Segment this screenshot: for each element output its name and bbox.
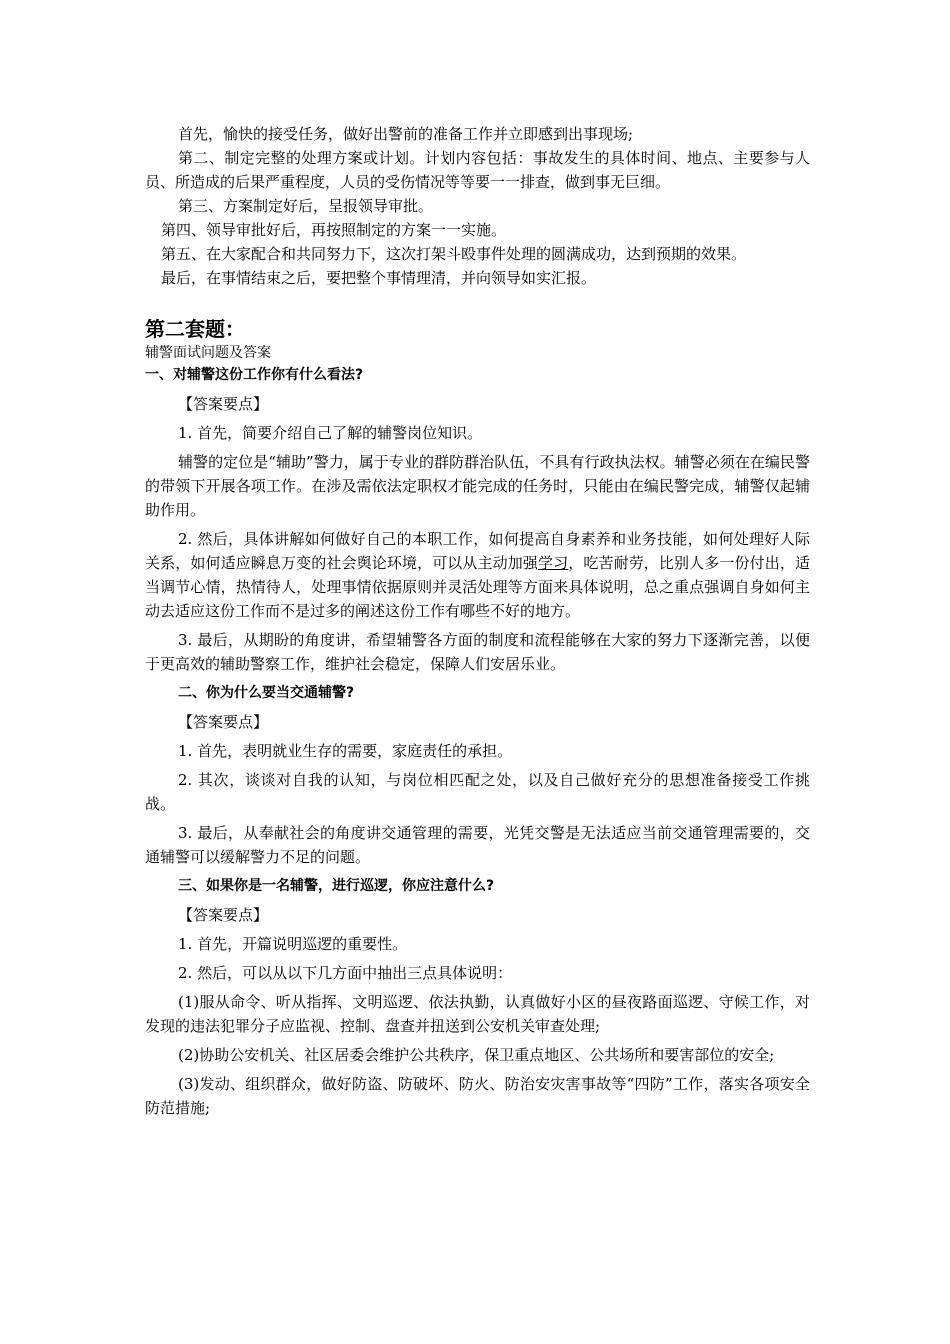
- question-heading-1: 一、对辅警这份工作你有什么看法?: [145, 367, 364, 383]
- section-title: 第二套题：: [145, 317, 245, 341]
- answer-point: 1. 首先，表明就业生存的需要，家庭责任的承担。: [178, 742, 513, 760]
- intro-paragraph-3: 第三、方案制定好后，呈报领导审批。: [178, 197, 434, 215]
- answer-point: 1. 首先，开篇说明巡逻的重要性。: [178, 935, 408, 953]
- answer-point: 3. 最后，从奉献社会的角度讲交通管理的需要，光凭交警是无法适应当前交通管理需要的，交通辅警可以缓解警力不足的问题。: [145, 824, 810, 866]
- answer-label: 【答案要点】: [178, 906, 269, 924]
- section-subtitle: 辅警面试问题及答案: [145, 345, 271, 361]
- intro-paragraph-2: 第二、制定完整的处理方案或计划。计划内容包括：事故发生的具体时间、地点、主要参与人员、所造成的后果严重程度，人员的受伤情况等等要一一排查，做到事无巨细。: [145, 149, 810, 191]
- intro-paragraph-1: 首先，愉快的接受任务，做好出警前的准备工作并立即感到出事现场;: [178, 125, 634, 143]
- question-heading-2: 二、你为什么要当交通辅警?: [178, 685, 355, 701]
- question-block-2: [145, 681, 810, 869]
- answer-point: 1. 首先，简要介绍自己了解的辅警岗位知识。: [178, 424, 483, 442]
- answer-text: 2. 然后，具体讲解如何做好自己的本职工作，如何提高自身素养和业务技能，如何处理好人际关系，如何适应瞬息万变的社会舆论环境，可以从主动加强: [145, 530, 810, 572]
- document-page: [145, 122, 810, 1120]
- list-item: (1)服从命令、听从指挥、文明巡逻、依法执勤，认真做好小区的昼夜路面巡逻、守候工作，对发现的违法犯罪分子应监视、控制、盘查并扭送到公安机关审查处理;: [145, 993, 810, 1035]
- intro-paragraph-4: 第四、领导审批好后，再按照制定的方案一一实施。: [161, 221, 507, 239]
- question-block-1: [145, 363, 810, 676]
- intro-paragraph-5: 第五、在大家配合和共同努力下，这次打架斗殴事件处理的圆满成功，达到预期的效果。: [161, 245, 747, 263]
- answer-point: 2. 其次，谈谈对自我的认知，与岗位相匹配之处，以及自己做好充分的思想准备接受工作挑战。: [145, 771, 810, 813]
- answer-detail: 辅警的定位是“辅助”警力，属于专业的群防群治队伍，不具有行政执法权。辅警必须在在编民警的带领下开展各项工作。在涉及需依法定职权才能完成的任务时，只能由在编民警完成，辅警仅起辅助作用。: [145, 453, 810, 519]
- intro-section: [145, 122, 810, 290]
- answer-label: 【答案要点】: [178, 395, 269, 413]
- list-item: (3)发动、组织群众，做好防盗、防破坏、防火、防治安灾害事故等“四防”工作，落实各项安全防范措施;: [145, 1075, 810, 1117]
- answer-label: 【答案要点】: [178, 713, 269, 731]
- study-link[interactable]: 学习: [538, 554, 569, 572]
- question-block-3: [145, 874, 810, 1120]
- intro-paragraph-6: 最后，在事情结束之后，要把整个事情理清，并向领导如实汇报。: [161, 269, 597, 287]
- answer-text: ，吃苦耐劳，比别人多一份付出，适当调节心情，热情待人，处理事情依据原则并灵活处理等方面来具体说明，总之重点强调自身如何主动去适应这份工作而不是过多的阐述这份工作有哪些不好的地方。: [145, 554, 810, 620]
- list-item: (2)协助公安机关、社区居委会维护公共秩序，保卫重点地区、公共场所和要害部位的安全;: [178, 1046, 775, 1064]
- answer-point: 3. 最后，从期盼的角度讲，希望辅警各方面的制度和流程能够在大家的努力下逐渐完善，以便于更高效的辅助警察工作，维护社会稳定，保障人们安居乐业。: [145, 631, 810, 673]
- answer-point: 2. 然后，可以从以下几方面中抽出三点具体说明：: [178, 964, 513, 982]
- question-heading-3: 三、如果你是一名辅警，进行巡逻，你应注意什么?: [178, 878, 495, 894]
- answer-point: [145, 527, 810, 623]
